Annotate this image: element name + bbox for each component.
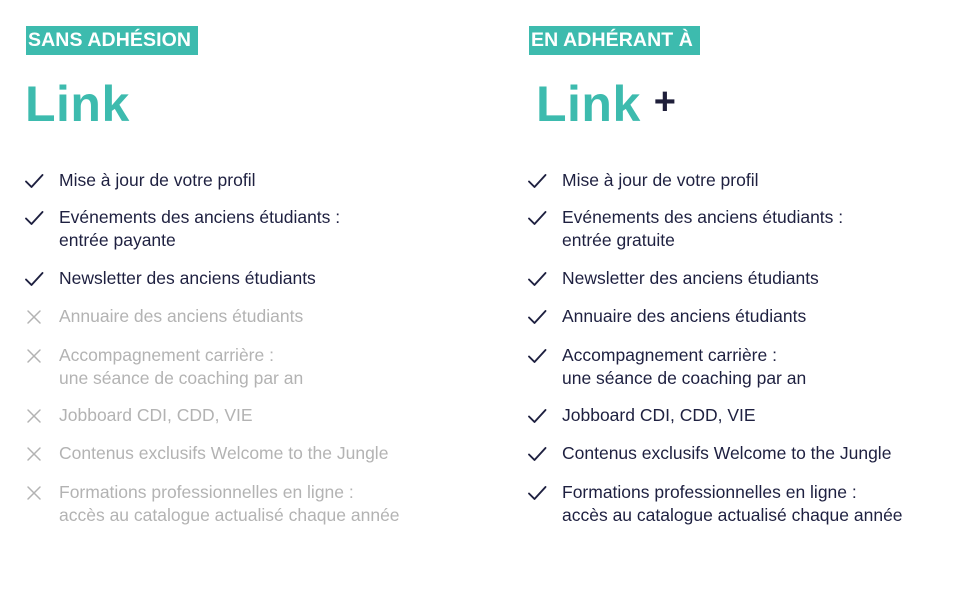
feature-item	[24, 344, 303, 390]
feature-line: Evénements des anciens étudiants :	[562, 207, 844, 227]
plan-with-membership	[503, 0, 960, 590]
check-icon	[527, 267, 562, 290]
check-icon	[527, 169, 562, 192]
cross-icon	[24, 481, 59, 504]
feature-item	[527, 267, 819, 290]
brand-name: Link	[536, 76, 641, 132]
feature-text	[59, 481, 400, 527]
feature-item	[24, 305, 303, 328]
feature-item	[527, 206, 843, 252]
feature-line: Formations professionnelles en ligne :	[562, 482, 857, 502]
feature-text	[562, 481, 903, 527]
feature-text	[562, 442, 891, 465]
plan-without-membership	[0, 0, 470, 590]
feature-line: Newsletter des anciens étudiants	[562, 268, 819, 288]
feature-line: une séance de coaching par an	[59, 368, 304, 388]
feature-item	[24, 481, 400, 527]
check-icon	[527, 404, 562, 427]
feature-line: accès au catalogue actualisé chaque année	[59, 505, 400, 525]
cross-icon	[24, 305, 59, 328]
feature-text	[59, 344, 303, 390]
plan-badge: EN ADHÉRANT À	[529, 26, 700, 55]
feature-line: Mise à jour de votre profil	[59, 170, 256, 190]
feature-text	[59, 442, 388, 465]
feature-line: Accompagnement carrière :	[562, 345, 777, 365]
brand-logo	[25, 74, 130, 134]
brand-plus: +	[653, 81, 676, 123]
feature-line: Accompagnement carrière :	[59, 345, 274, 365]
feature-text	[562, 206, 843, 252]
feature-item	[24, 169, 255, 192]
feature-item	[527, 169, 758, 192]
feature-text	[59, 169, 255, 192]
feature-item	[527, 404, 756, 427]
feature-line: Mise à jour de votre profil	[562, 170, 759, 190]
check-icon	[24, 267, 59, 290]
brand-logo	[536, 74, 676, 134]
check-icon	[527, 305, 562, 328]
feature-text	[562, 305, 806, 328]
plan-badge: SANS ADHÉSION	[26, 26, 198, 55]
feature-text	[59, 404, 253, 427]
feature-line: Jobboard CDI, CDD, VIE	[562, 405, 756, 425]
feature-item	[24, 442, 388, 465]
feature-item	[24, 267, 316, 290]
cross-icon	[24, 442, 59, 465]
check-icon	[24, 169, 59, 192]
feature-text	[59, 305, 303, 328]
feature-item	[527, 442, 891, 465]
feature-line: Annuaire des anciens étudiants	[562, 306, 807, 326]
feature-line: Formations professionnelles en ligne :	[59, 482, 354, 502]
feature-line: accès au catalogue actualisé chaque année	[562, 505, 903, 525]
check-icon	[527, 481, 562, 504]
feature-item	[24, 206, 340, 252]
cross-icon	[24, 344, 59, 367]
check-icon	[527, 206, 562, 229]
feature-text	[59, 267, 316, 290]
feature-text	[562, 169, 758, 192]
feature-text	[562, 344, 806, 390]
feature-item	[527, 481, 903, 527]
feature-item	[527, 344, 806, 390]
feature-line: entrée payante	[59, 230, 176, 250]
feature-line: Evénements des anciens étudiants :	[59, 207, 341, 227]
feature-line: Contenus exclusifs Welcome to the Jungle	[59, 443, 389, 463]
feature-line: une séance de coaching par an	[562, 368, 807, 388]
feature-item	[24, 404, 253, 427]
check-icon	[24, 206, 59, 229]
feature-line: Newsletter des anciens étudiants	[59, 268, 316, 288]
check-icon	[527, 344, 562, 367]
feature-line: Jobboard CDI, CDD, VIE	[59, 405, 253, 425]
feature-line: Annuaire des anciens étudiants	[59, 306, 304, 326]
check-icon	[527, 442, 562, 465]
feature-line: entrée gratuite	[562, 230, 675, 250]
feature-text	[562, 404, 756, 427]
feature-line: Contenus exclusifs Welcome to the Jungle	[562, 443, 892, 463]
feature-text	[59, 206, 340, 252]
brand-name: Link	[25, 76, 130, 132]
feature-item	[527, 305, 806, 328]
feature-text	[562, 267, 819, 290]
cross-icon	[24, 404, 59, 427]
